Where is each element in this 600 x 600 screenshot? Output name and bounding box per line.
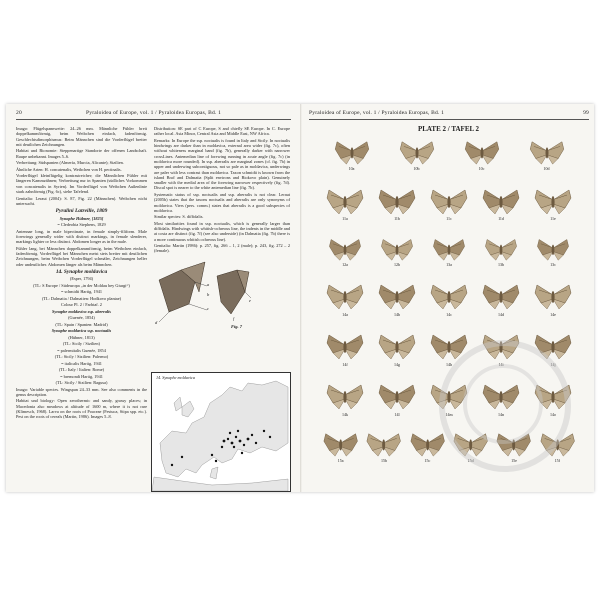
text-paragraph: Systematic status of ssp. noctualis and ssp. aberralis is not clear. Leraut (2005b) states that the taxons noctualis and aberralis are only synonyms of moldavica. Viers (pers. comm.) states that aberralis is a good subspecies of moldavica. bbox=[154, 191, 290, 213]
book-gutter bbox=[300, 104, 302, 492]
specimen-label: 13a bbox=[446, 262, 452, 267]
text-paragraph: (TL: Spain / Spanien: Madrid) bbox=[55, 321, 108, 327]
map-caption: 14. Synaphe moldavica bbox=[156, 375, 195, 380]
moth-specimen bbox=[429, 280, 469, 312]
moth-specimen bbox=[322, 430, 359, 458]
text-paragraph: 14. Synaphe moldavica bbox=[55, 268, 108, 275]
left-running-head-text: Pyraloidea of Europe, vol. 1 / Pyraloidea Europas, Bd. 1 bbox=[86, 110, 222, 116]
text-paragraph: Synaphe moldavica ssp. noctualis bbox=[51, 328, 112, 334]
specimen-label: 14k bbox=[342, 412, 348, 417]
fig7-letter-d: d bbox=[155, 320, 158, 325]
moth-specimen bbox=[325, 280, 365, 312]
moth-specimen bbox=[325, 236, 365, 262]
text-paragraph: Similar species: S. diffidalis. bbox=[154, 214, 204, 220]
fig7-caption: Fig. 7 bbox=[231, 324, 243, 329]
text-paragraph: Remarks: In Europe the ssp. noctualis is found in Italy and Sicily. In noctualis hindwings are darker than in moldavica, external area wider (fig. 7c), often without whiteness marginal band (fig. 7b), generally darker with narrower crossLines. Antemedian line of forewing running in acute angle (fig. 7c) (in moldavica more rounded). In ssp. aberralis are marginal zones (cf. fig. 7b) in upper and underwing subcontiguous, not so pale as in moldavica, underwings are paler with less contrast than moldavica. Taxon schmidti is known from the island Brač and Dalmatia (Split environs and Biokovo plain). Genuinely smaller with the medial area of the forewing narrower respectively (fig. 7d). Discal spot is nearer to the white antemedian line (fig. 7b). bbox=[154, 137, 290, 191]
specimen-label: 14f bbox=[342, 362, 348, 367]
text-paragraph: Antennae long, in male bipectinate, in female simply-filiform. Male forewings generally wider with distinct markings, in female slenderer, markings lighter or less distinct. Abdomen longer as in the male. bbox=[16, 228, 147, 245]
moth-specimen bbox=[377, 280, 417, 312]
specimen-label: 10c bbox=[478, 166, 485, 171]
moth-specimen bbox=[462, 138, 502, 166]
fig7-letter-e: e bbox=[249, 298, 251, 303]
text-paragraph: Synaphe moldavica ssp. aberralis bbox=[52, 308, 111, 314]
text-paragraph: Imago: Variable species. Wingspan 24–33 mm. See also comments in the genus description. bbox=[16, 386, 147, 397]
moth-specimen bbox=[533, 280, 573, 312]
text-paragraph: = Cledeobia Stephens, 1829 bbox=[57, 222, 106, 228]
specimen-label: 15d bbox=[467, 458, 474, 463]
specimen-label: 12b bbox=[394, 262, 400, 267]
text-paragraph: Colour Pl. 2 / Farbtaf. 2 bbox=[61, 302, 102, 308]
text-paragraph: = schmidti Hartig, 1941 bbox=[60, 289, 103, 295]
text-paragraph: Distribution: SE part of C Europe, S and chiefly SE Europe. In C. Europe rather local. Asia Minor, Central Asia and Middle East, NW Africa. bbox=[154, 126, 290, 137]
specimen-label: 14b bbox=[394, 312, 400, 317]
text-paragraph: = bremondi Hartig, 1941 bbox=[60, 373, 103, 379]
moth-specimen bbox=[481, 280, 521, 312]
specimen-label: 14c bbox=[446, 312, 452, 317]
left-page-number: 20 bbox=[16, 110, 22, 116]
specimen-label: 11d bbox=[498, 216, 504, 221]
specimen-label: 10a bbox=[348, 166, 355, 171]
moth-specimen bbox=[533, 186, 573, 216]
moth-specimen bbox=[377, 186, 417, 216]
specimen-label: 13b bbox=[498, 262, 504, 267]
moth-specimen bbox=[377, 380, 417, 412]
moth-specimen bbox=[377, 330, 417, 362]
specimen-label: 10b bbox=[413, 166, 420, 171]
figure-7 bbox=[151, 252, 253, 332]
fig7-letter-a: a bbox=[207, 282, 210, 287]
specimen-label: 15b bbox=[381, 458, 387, 463]
left-column-2 bbox=[154, 126, 290, 255]
moth-specimen bbox=[365, 430, 402, 458]
specimen-label: 14l bbox=[394, 412, 400, 417]
book-spread bbox=[6, 104, 594, 492]
text-paragraph: (Hübner, 1813) bbox=[68, 334, 95, 340]
moth-specimen bbox=[325, 186, 365, 216]
moth-specimen bbox=[397, 138, 437, 166]
left-column-1 bbox=[16, 126, 147, 421]
moth-specimen bbox=[429, 186, 469, 216]
specimen-label: 10d bbox=[543, 166, 550, 171]
specimen-label: 11c bbox=[446, 216, 452, 221]
left-running-head bbox=[16, 110, 291, 116]
right-page-number: 99 bbox=[583, 110, 589, 116]
text-paragraph: Vorderflügel kleinflügelig kontrastreicher; die Männlichen Fühler mit längeren Kammzähnen; Verbreitung nur in Spanien (südliches Vorkommen von concatenalis in Syrien). Im Vorderflügel von Weibchen Außenlinie stark zahnförmig (Fig. 6c), siehe Tafelend. bbox=[16, 173, 147, 195]
specimen-label: 14m bbox=[445, 412, 453, 417]
text-paragraph: (TL: Italy / Italien: Rome) bbox=[58, 367, 105, 373]
specimen-label: 14i bbox=[498, 362, 504, 367]
specimen-label: 11e bbox=[550, 216, 556, 221]
specimen-label: 15f bbox=[554, 458, 560, 463]
text-paragraph: (TL: Sicily / Sizilien: Palermo) bbox=[54, 354, 109, 360]
moth-specimen bbox=[481, 236, 521, 262]
figure-7-moths bbox=[151, 252, 253, 332]
specimen-label: 14d bbox=[498, 312, 504, 317]
specimen-label: 14e bbox=[550, 312, 556, 317]
text-paragraph: Verbreitung: Südspanien (Almería, Murcia, Alicante); Sizilien. bbox=[16, 160, 124, 166]
text-paragraph: Imago: Flügelspannweite: 24–26 mm. Männliche Fühler breit doppelkammförmig, beim Weibchen einfach, fadenförmig. Geschlechtsdimorphismus: Beim Männchen sind die Vorderflügel breiter mit deutlichen Zeichnungen. bbox=[16, 126, 147, 147]
text-paragraph: Habitat und biology: Open xerothermic and sandy, grassy places; in Macedonia also meadows at altitude of 1600 m, where it is not rare (Klimesch, 1968). Larva on the roots of Poaceae (Festuca, Stipa spp. etc.). Pest on the roots of cereals (Martin, 1986). Images 5–8. bbox=[16, 398, 147, 420]
moth-specimen bbox=[332, 138, 372, 166]
text-paragraph: Synaphe Hübner, [1825] bbox=[59, 215, 104, 221]
moth-specimen bbox=[481, 186, 521, 216]
specimen-label: 11a bbox=[342, 216, 348, 221]
specimen-label: 11b bbox=[394, 216, 400, 221]
text-paragraph: (TL: Dalmatia / Dalmatien: Hodkovo plantae) bbox=[41, 295, 122, 301]
moth-specimen bbox=[409, 430, 446, 458]
specimen-label: 15a bbox=[337, 458, 344, 463]
watermark-seal bbox=[439, 340, 571, 472]
right-running-head-text: Pyraloidea of Europe, vol. 1 / Pyraloidea Europas, Bd. 1 bbox=[309, 110, 445, 116]
moth-specimen bbox=[325, 380, 365, 412]
text-paragraph: (Guenée, 1854) bbox=[68, 315, 95, 321]
text-paragraph: Pyralini Latreille, 1809 bbox=[55, 208, 108, 215]
text-paragraph: (Esper, 1794) bbox=[69, 276, 94, 282]
specimen-label: 14n bbox=[498, 412, 504, 417]
right-page bbox=[303, 104, 594, 492]
text-paragraph: (TL: Sicily / Sizilien) bbox=[63, 341, 100, 347]
text-paragraph: Genitalia: Leraut (2004): S. 87, Fig. 22 (Männchen). Weibchen nicht untersucht. bbox=[16, 195, 147, 206]
specimen-label: 14g bbox=[394, 362, 400, 367]
text-paragraph: Most similarities found in ssp. noctualis, which is generally larger than diffidalis. Hindwings with whitish-ochreous line, the indents in the middle and at costa are distinct (fig. 7f) (see also underside) (in Dalmatia (fig. 7b) there is a more continuous whitish ochreous line). bbox=[154, 220, 290, 242]
specimen-label: 15c bbox=[424, 458, 431, 463]
text-paragraph: (TL: S Europe / Südeuropa „in der Moldau bey Giurgi“) bbox=[33, 282, 130, 288]
moth-specimen bbox=[527, 138, 567, 166]
text-paragraph: (TL: Sicily / Sizilien: Ragusa) bbox=[55, 380, 108, 386]
fig7-letter-b: b bbox=[207, 292, 210, 297]
text-paragraph: = italicalis Hartig, 1941 bbox=[61, 360, 102, 366]
specimen-label: 14j bbox=[550, 362, 556, 367]
specimen-label: 15e bbox=[511, 458, 517, 463]
moth-specimen bbox=[377, 236, 417, 262]
left-page bbox=[6, 104, 299, 492]
specimen-label: 13c bbox=[550, 262, 556, 267]
moth-specimen bbox=[325, 330, 365, 362]
specimen-label: 14h bbox=[446, 362, 452, 367]
moth-specimen bbox=[429, 236, 469, 262]
fig7-letter-f: f bbox=[233, 316, 235, 321]
text-paragraph: Genitalia: Martin (1986): p. 257, fig. 266 – 1, 2 (male); p. 243, fig. 272 – 2 (female). bbox=[154, 243, 290, 254]
specimen-label: 14a bbox=[342, 312, 348, 317]
text-paragraph: Habitat und Bionomie: Steppenartige Standorte der offenen Landschaft. Raupe unbekannt. Images 5–6. bbox=[16, 148, 147, 159]
specimen-label: 12a bbox=[342, 262, 348, 267]
text-paragraph: Ähnliche Arten: H. concatenalis, Weibchen von H. pectinalis. bbox=[16, 166, 122, 172]
fig7-letter-c: c bbox=[207, 306, 209, 311]
plate-title: PLATE 2 / TAFEL 2 bbox=[417, 125, 480, 133]
text-paragraph: = palermitalis Guenée, 1854 bbox=[57, 347, 106, 353]
text-paragraph: Fühler lang, bei Männchen doppelkammförmig, beim Weibchen einfach, fadenförmig. Vorderflügel bei Männchen meist stets breiter mit deutlichen Zeichnungen, beim Weibchen Vorderflügel schmäler, Zeichnungen heller oder undeutlicher. Abdomen länger als beim Männchen. bbox=[16, 245, 147, 267]
europe-map bbox=[152, 373, 290, 491]
specimen-label: 14o bbox=[550, 412, 556, 417]
moth-specimen bbox=[533, 236, 573, 262]
distribution-map bbox=[151, 372, 291, 492]
right-running-head bbox=[309, 110, 589, 116]
